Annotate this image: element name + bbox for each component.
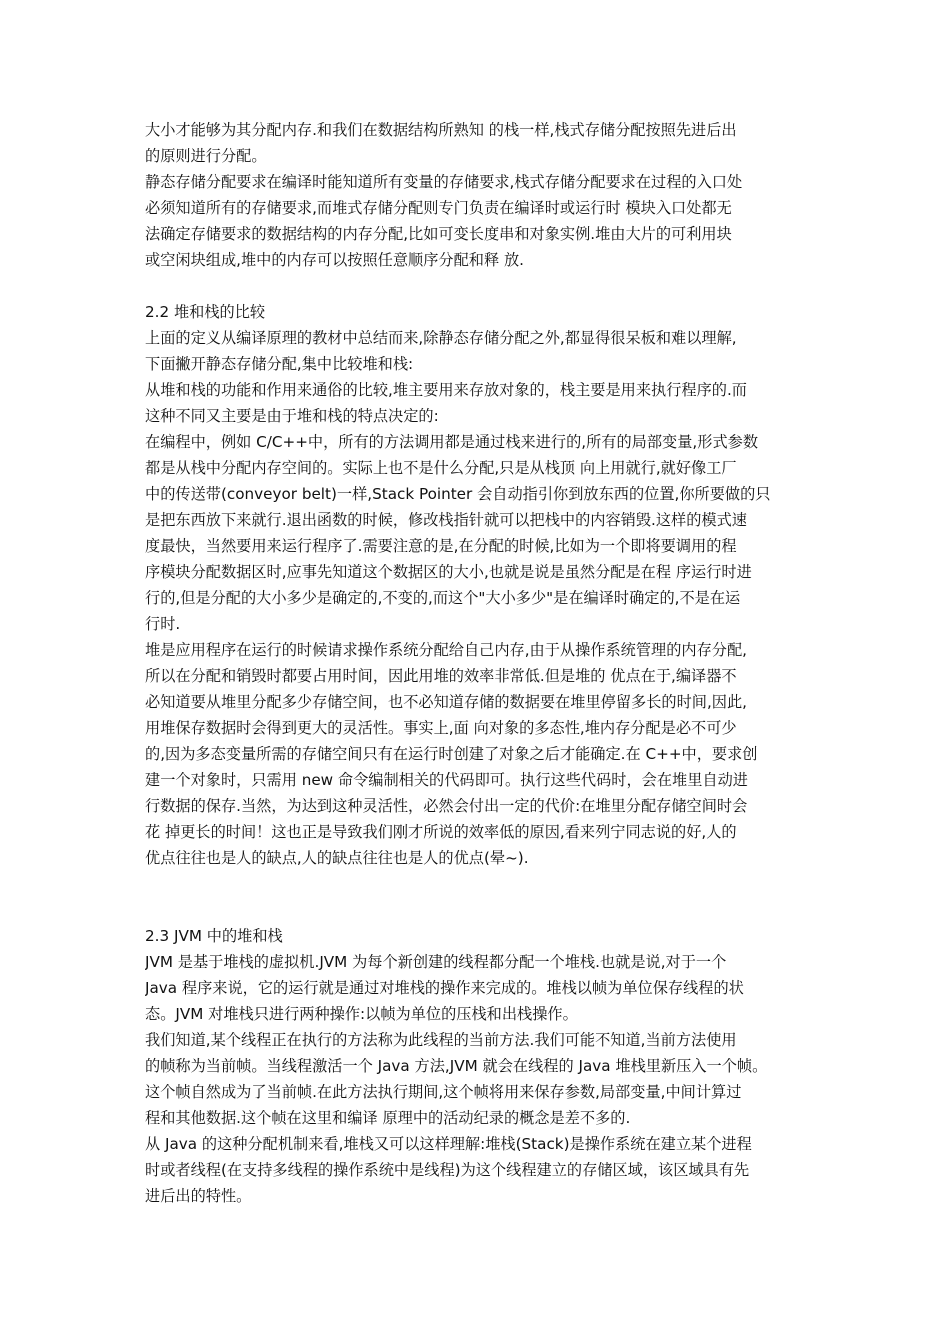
text-line: 的帧称为当前帧。当线程激活一个 Java 方法,JVM 就会在线程的 Java 堆栈里新压入一个帧。: [145, 1057, 768, 1075]
text-line: 或空闲块组成,堆中的内存可以按照任意顺序分配和释 放.: [145, 251, 524, 269]
text-line: 静态存储分配要求在编译时能知道所有变量的存储要求,栈式存储分配要求在过程的入口处: [145, 173, 743, 191]
text-line: 行的,但是分配的大小多少是确定的,不变的,而这个"大小多少"是在编译时确定的,不是在运: [145, 589, 741, 607]
text-line: 必须知道所有的存储要求,而堆式存储分配则专门负责在编译时或运行时 模块入口处都无: [145, 199, 732, 217]
text-line: 行时.: [145, 615, 181, 633]
section-heading: 2.3 JVM 中的堆和栈: [145, 927, 283, 945]
text-line: 上面的定义从编译原理的教材中总结而来,除静态存储分配之外,都显得很呆板和难以理解,: [145, 329, 737, 347]
text-line: 我们知道,某个线程正在执行的方法称为此线程的当前方法.我们可能不知道,当前方法使用: [145, 1031, 737, 1049]
section-paragraph: [145, 429, 815, 637]
text-line: 法确定存储要求的数据结构的内存分配,比如可变长度串和对象实例.堆由大片的可利用块: [145, 225, 732, 243]
intro-paragraph: [145, 169, 815, 273]
text-line: 建一个对象时，只需用 new 命令编制相关的代码即可。执行这些代码时，会在堆里自动进: [145, 771, 748, 789]
text-line: 优点往往也是人的缺点,人的缺点往往也是人的优点(晕~).: [145, 849, 529, 867]
section-paragraph: [145, 1027, 815, 1131]
text-line: 的原则进行分配。: [145, 147, 267, 165]
text-line: 从堆和栈的功能和作用来通俗的比较,堆主要用来存放对象的，栈主要是用来执行程序的.而: [145, 381, 747, 399]
text-line: 所以在分配和销毁时都要占用时间，因此用堆的效率非常低.但是堆的 优点在于,编译器不: [145, 667, 737, 685]
text-line: 进后出的特性。: [145, 1187, 252, 1205]
text-line: 度最快，当然要用来运行程序了.需要注意的是,在分配的时候,比如为一个即将要调用的程: [145, 537, 737, 555]
text-line: 这种不同又主要是由于堆和栈的特点决定的:: [145, 407, 439, 425]
text-line: 是把东西放下来就行.退出函数的时候，修改栈指针就可以把栈中的内容销毁.这样的模式速: [145, 511, 747, 529]
text-line: 必知道要从堆里分配多少存储空间，也不必知道存储的数据要在堆里停留多长的时间,因此,: [145, 693, 747, 711]
text-line: 花 掉更长的时间！这也正是导致我们刚才所说的效率低的原因,看来列宁同志说的好,人的: [145, 823, 737, 841]
section-heading: 2.2 堆和栈的比较: [145, 303, 266, 321]
document-body: [145, 117, 815, 1209]
spacer: [145, 871, 815, 923]
text-line: 这个帧自然成为了当前帧.在此方法执行期间,这个帧将用来保存参数,局部变量,中间计算过: [145, 1083, 742, 1101]
intro-paragraph: [145, 117, 815, 169]
section-paragraph: [145, 1131, 815, 1209]
text-line: 中的传送带(conveyor belt)一样,Stack Pointer 会自动指引你到放东西的位置,你所要做的只: [145, 485, 771, 503]
text-line: 在编程中，例如 C/C++中，所有的方法调用都是通过栈来进行的,所有的局部变量,形式参数: [145, 433, 759, 451]
text-line: 下面撇开静态存储分配,集中比较堆和栈:: [145, 355, 414, 373]
text-line: 行数据的保存.当然，为达到这种灵活性，必然会付出一定的代价:在堆里分配存储空间时会: [145, 797, 748, 815]
text-line: 大小才能够为其分配内存.和我们在数据结构所熟知 的栈一样,栈式存储分配按照先进后出: [145, 121, 737, 139]
section-paragraph: [145, 325, 815, 377]
text-line: 态。JVM 对堆栈只进行两种操作:以帧为单位的压栈和出栈操作。: [145, 1005, 578, 1023]
text-line: JVM 是基于堆栈的虚拟机.JVM 为每个新创建的线程都分配一个堆栈.也就是说,对于一个: [145, 953, 727, 971]
text-line: 程和其他数据.这个帧在这里和编译 原理中的活动纪录的概念是差不多的.: [145, 1109, 631, 1127]
text-line: 都是从栈中分配内存空间的。实际上也不是什么分配,只是从栈顶 向上用就行,就好像工厂: [145, 459, 737, 477]
text-line: 时或者线程(在支持多线程的操作系统中是线程)为这个线程建立的存储区域，该区域具有先: [145, 1161, 750, 1179]
text-line: 用堆保存数据时会得到更大的灵活性。事实上,面 向对象的多态性,堆内存分配是必不可少: [145, 719, 737, 737]
spacer: [145, 273, 815, 299]
section-paragraph: [145, 637, 815, 871]
text-line: 的,因为多态变量所需的存储空间只有在运行时创建了对象之后才能确定.在 C++中，要求创: [145, 745, 758, 763]
text-line: Java 程序来说，它的运行就是通过对堆栈的操作来完成的。堆栈以帧为单位保存线程的状: [145, 979, 744, 997]
section-paragraph: [145, 949, 815, 1027]
section-paragraph: [145, 377, 815, 429]
text-line: 从 Java 的这种分配机制来看,堆栈又可以这样理解:堆栈(Stack)是操作系统在建立某个进程: [145, 1135, 752, 1153]
text-line: 序模块分配数据区时,应事先知道这个数据区的大小,也就是说是虽然分配是在程 序运行时进: [145, 563, 752, 581]
text-line: 堆是应用程序在运行的时候请求操作系统分配给自己内存,由于从操作系统管理的内存分配,: [145, 641, 747, 659]
